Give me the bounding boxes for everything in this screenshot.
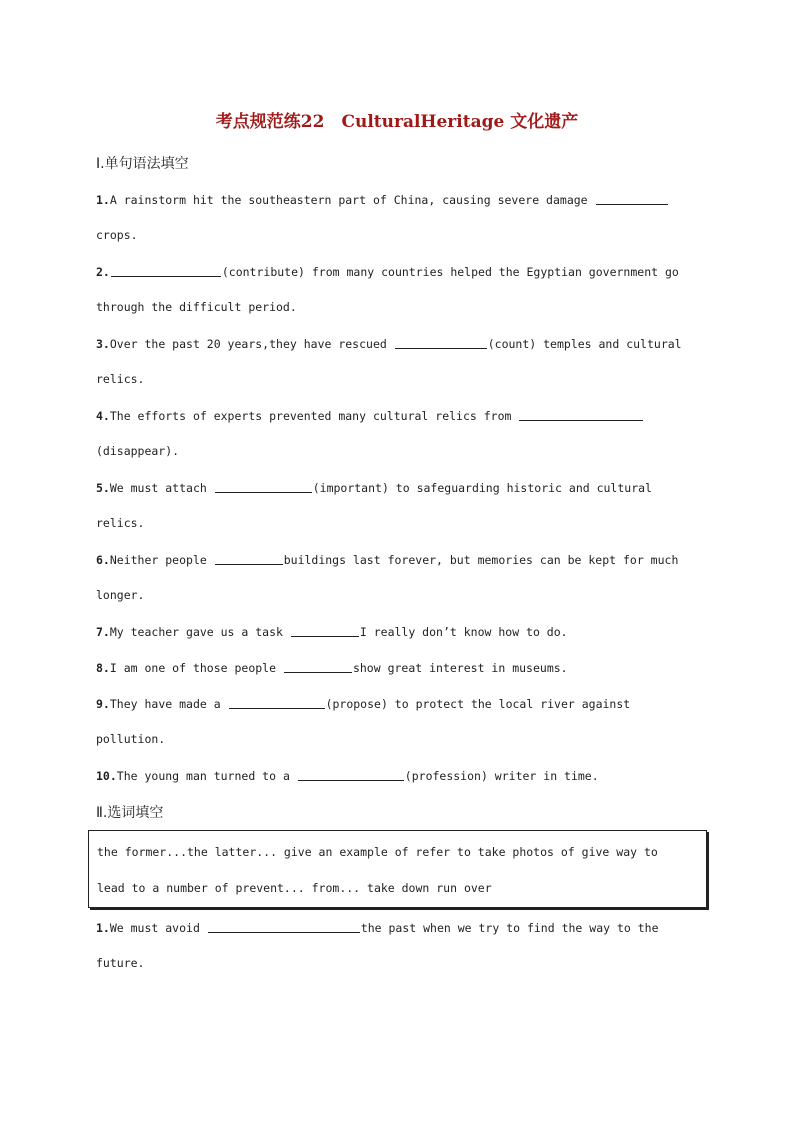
question-text: Neither people xyxy=(109,553,214,567)
question-number: 2. xyxy=(96,265,110,279)
question-text: We must avoid xyxy=(109,921,207,935)
question-4-continuation: (disappear). xyxy=(96,444,180,458)
question-5 xyxy=(96,480,696,495)
question-3-continuation: relics. xyxy=(96,372,145,386)
question-10 xyxy=(96,768,696,783)
question-text: I am one of those people xyxy=(109,661,283,675)
question-number: 1. xyxy=(96,921,110,935)
answer-blank[interactable] xyxy=(215,552,283,565)
question-text-after: show great interest in museums. xyxy=(352,661,568,675)
question-number: 4. xyxy=(96,409,110,423)
question-text-after: the past when we try to find the way to the xyxy=(360,921,659,935)
question-text-after: (contribute) from many countries helped the Egyptian government go xyxy=(221,265,679,279)
answer-blank[interactable] xyxy=(208,920,360,933)
word-box-line-2: lead to a number of prevent... from... take down run over xyxy=(97,881,492,895)
question-9-continuation: pollution. xyxy=(96,732,166,746)
question-3 xyxy=(96,336,696,351)
question-4 xyxy=(96,408,696,423)
question-text: The efforts of experts prevented many cultural relics from xyxy=(109,409,519,423)
answer-blank[interactable] xyxy=(291,624,359,637)
answer-blank[interactable] xyxy=(596,192,668,205)
question-2-continuation: through the difficult period. xyxy=(96,300,297,314)
question-text-after: I really don’t know how to do. xyxy=(359,625,568,639)
question-number: 9. xyxy=(96,697,110,711)
question-text: They have made a xyxy=(109,697,228,711)
question-number: 7. xyxy=(96,625,110,639)
section-heading-word-choice: Ⅱ.选词填空 xyxy=(96,805,164,821)
word-box-line-1: the former...the latter... give an example of refer to take photos of give way to xyxy=(97,845,658,859)
question-2 xyxy=(96,264,696,279)
question-number: 6. xyxy=(96,553,110,567)
word-box xyxy=(88,830,707,908)
question-1 xyxy=(96,192,696,207)
question-6 xyxy=(96,552,696,567)
question-number: 3. xyxy=(96,337,110,351)
question-text: My teacher gave us a task xyxy=(109,625,290,639)
answer-blank[interactable] xyxy=(215,480,312,493)
question-text-after: buildings last forever, but memories can be kept for much xyxy=(283,553,679,567)
question-text: A rainstorm hit the southeastern part of China, causing severe damage xyxy=(109,193,595,207)
word-choice-question-1-continuation: future. xyxy=(96,956,145,970)
answer-blank[interactable] xyxy=(284,660,352,673)
section-heading-grammar: Ⅰ.单句语法填空 xyxy=(96,156,189,172)
question-text-after: (propose) to protect the local river against xyxy=(325,697,631,711)
question-number: 10. xyxy=(96,769,117,783)
question-7 xyxy=(96,624,696,639)
question-number: 1. xyxy=(96,193,110,207)
answer-blank[interactable] xyxy=(519,408,643,421)
page-title: 考点规范练22 CulturalHeritage 文化遗产 xyxy=(215,112,579,132)
question-text: The young man turned to a xyxy=(116,769,297,783)
answer-blank[interactable] xyxy=(395,336,487,349)
word-choice-question-1 xyxy=(96,920,696,935)
answer-blank[interactable] xyxy=(111,264,221,277)
question-number: 5. xyxy=(96,481,110,495)
question-9 xyxy=(96,696,696,711)
question-text-after: (count) temples and cultural xyxy=(487,337,682,351)
question-text: We must attach xyxy=(109,481,214,495)
question-1-continuation: crops. xyxy=(96,228,138,242)
question-text-after: (profession) writer in time. xyxy=(404,769,599,783)
question-6-continuation: longer. xyxy=(96,588,145,602)
question-8 xyxy=(96,660,696,675)
question-number: 8. xyxy=(96,661,110,675)
question-5-continuation: relics. xyxy=(96,516,145,530)
question-text: Over the past 20 years,they have rescued xyxy=(109,337,394,351)
answer-blank[interactable] xyxy=(298,768,404,781)
answer-blank[interactable] xyxy=(229,696,325,709)
question-text-after: (important) to safeguarding historic and cultural xyxy=(312,481,652,495)
